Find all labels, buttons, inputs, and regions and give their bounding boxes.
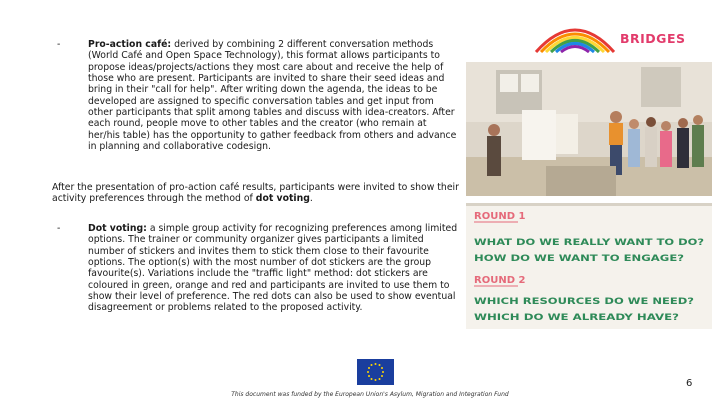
- flipchart-round1: ROUND 1: [474, 211, 526, 222]
- flipchart-round2: ROUND 2: [474, 275, 526, 286]
- flipchart-q4: WHICH DO WE ALREADY HAVE?: [474, 313, 679, 323]
- logo-wordmark: BRIDGES: [620, 31, 686, 46]
- bullet-body: a simple group activity for recognizing preferences among limited options. The trainer or community organizer gives participants a limited number of stickers and invites them to stick them close to their favourite options. The option(s) with the most number of dot stickers are the group favourite(s). Variations include the "traffic light" method: dot stickers are coloured in green, orange and red and participants are invited to use them to show their level of preference. The red dots can also be used to show eventual disagreement or problems related to the proposed activity.: [88, 223, 458, 314]
- bullet-text: [88, 223, 458, 314]
- bullet-text: [88, 39, 458, 152]
- funding-footer: This document was funded by the European Union's Asylum, Migration and Integration Fund: [231, 391, 509, 398]
- para-prefix: After the presentation of pro-action café results, participants were invited to show their activity preferences through the method of: [52, 182, 459, 205]
- workshop-photo: [466, 62, 712, 196]
- bullet-body: derived by combining 2 different conversation methods (World Café and Open Space Technology), this format allows participants to propose ideas/projects/actions they most care about and receive the help of those who are present. Participants are invited to share their seed ideas and bring in their "call for help". After writing down the agenda, the ideas to be developed are assigned to specific conversation tables and get input from other participants that split among tables and discuss with idea-creators. After each round, people move to other tables and the creator (who remain at her/his table) has the opportunity to gather feedback from others and advance in planning and collaborative codesign.: [88, 39, 457, 153]
- para-strong: dot voting: [255, 193, 310, 205]
- bullet-dash: -: [57, 223, 61, 234]
- eu-flag-icon: [357, 359, 394, 385]
- flipchart-q1: WHAT DO WE REALLY WANT TO DO?: [474, 238, 704, 248]
- para-suffix: .: [309, 193, 313, 205]
- flipchart-q2: HOW DO WE WANT TO ENGAGE?: [474, 254, 684, 264]
- bullet-term: Pro-action café:: [88, 39, 172, 50]
- flipchart-q3: WHICH RESOURCES DO WE NEED?: [474, 297, 694, 307]
- flipchart-photo: [466, 203, 712, 329]
- transition-paragraph: [52, 182, 462, 205]
- page-number: 6: [686, 378, 693, 389]
- bullet-dash: -: [57, 39, 61, 50]
- bullet-term: Dot voting:: [88, 223, 147, 234]
